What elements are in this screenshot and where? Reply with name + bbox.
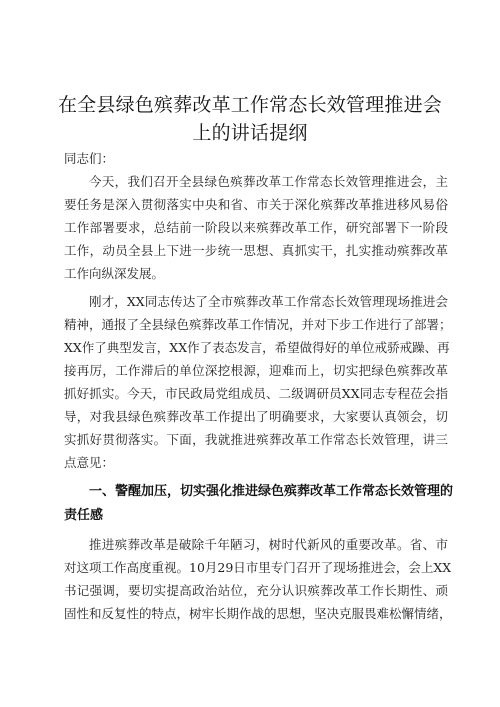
section-heading-line-1: 一、警醒加压，切实强化推进绿色殡葬改革工作常态长效管理的: [89, 484, 454, 499]
paragraph-line: XX作了典型发言，XX作了表态发言，希望做得好的单位戒骄戒躁、再: [64, 340, 450, 355]
paragraph-line: 实抓好贯彻落实。下面，我就推进殡葬改革工作常态长效管理，讲三: [64, 432, 448, 447]
paragraph-line: 导，对我县绿色殡葬改革工作提出了明确要求，大家要认真领会，切: [64, 409, 448, 424]
paragraph-line: 固性和反复性的特点，树牢长期作战的思想，坚决克服畏难松懈情绪，: [64, 606, 452, 621]
paragraph-line: 推进殡葬改革是破除千年陋习，树时代新风的重要改革。省、市: [89, 537, 448, 552]
paragraph-line: 书记强调，要切实提高政治站位，充分认识殡葬改革工作长期性、顽: [64, 583, 448, 598]
paragraph-line: 刚才，XX同志传达了全市殡葬改革工作常态长效管理现场推进会: [89, 294, 448, 309]
paragraph-line: 对这项工作高度重视。10月29日市里专门召开了现场推进会，会上XX: [64, 560, 452, 575]
document-title-line-2: 上的讲话提纲: [192, 122, 308, 144]
section-heading-line-2: 责任感: [64, 508, 104, 523]
paragraph-line: 精神，通报了全县绿色殡葬改革工作情况，并对下步工作进行了部署；: [64, 317, 452, 332]
paragraph-line: 要任务是深入贯彻落实中央和省、市关于深化殡葬改革推进移风易俗: [64, 197, 448, 212]
paragraph-line: 抓好抓实。今天，市民政局党组成员、二级调研员XX同志专程莅会指: [64, 386, 448, 401]
paragraph-line: 工作向纵深发展。: [64, 266, 165, 281]
paragraph-line: 接再厉，工作滞后的单位深挖根源，迎难而上，切实把绿色殡葬改革: [64, 363, 448, 378]
paragraph-line: 点意见：: [64, 455, 115, 470]
paragraph-line: 今天，我们召开全县绿色殡葬改革工作常态长效管理推进会，主: [89, 174, 448, 189]
paragraph-line: 工作部署要求，总结前一阶段以来殡葬改革工作，研究部署下一阶段: [64, 220, 448, 235]
salutation: 同志们：: [64, 151, 115, 166]
paragraph-line: 工作，动员全县上下进一步统一思想、真抓实干，扎实推动殡葬改革: [64, 243, 448, 258]
document-title-line-1: 在全县绿色殡葬改革工作常态长效管理推进会: [57, 94, 442, 116]
